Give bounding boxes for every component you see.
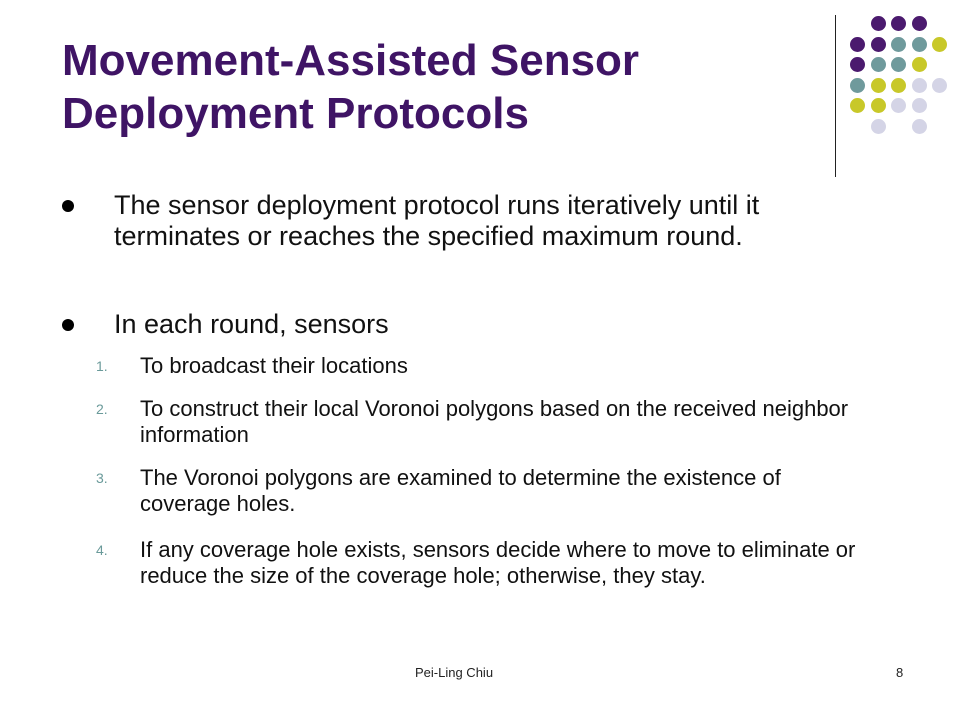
decorative-dot [850,57,865,72]
numbered-step [96,353,870,379]
slide-title-line-2: Deployment Protocols [62,89,529,138]
step-text: To construct their local Voronoi polygons based on the received neighbor information [140,396,849,447]
decorative-divider [835,15,836,177]
bullet-item [114,309,844,340]
footer-author: Pei-Ling Chiu [415,665,494,680]
slide-title-line-1: Movement-Assisted Sensor [62,36,640,85]
decorative-dot [891,16,906,31]
slide-title [62,34,822,140]
decorative-dot-grid [840,8,950,158]
decorative-dot [932,78,947,93]
bullet-dot-icon [62,319,74,331]
numbered-step [96,537,870,589]
step-number: 4. [96,542,108,558]
decorative-dot [871,78,886,93]
step-text: If any coverage hole exists, sensors decide where to move to eliminate or reduce the size of the coverage hole; otherwise, they stay. [140,537,856,588]
bullet-dot-icon [62,200,74,212]
decorative-dot [912,37,927,52]
step-text: The Voronoi polygons are examined to determine the existence of coverage holes. [140,465,781,516]
decorative-dot [891,37,906,52]
bullet-item [114,190,844,252]
decorative-dot [850,78,865,93]
decorative-dot [891,98,906,113]
decorative-dot [912,119,927,134]
decorative-dot [912,78,927,93]
decorative-dot [871,98,886,113]
decorative-dot [932,37,947,52]
decorative-dot [871,57,886,72]
decorative-dot [912,98,927,113]
footer-page-number: 8 [896,665,904,680]
decorative-dot [912,16,927,31]
decorative-dot [912,57,927,72]
decorative-dot [871,119,886,134]
numbered-step [96,396,870,448]
step-number: 1. [96,358,108,374]
decorative-dot [891,78,906,93]
step-text: To broadcast their locations [140,353,408,378]
decorative-dot [891,57,906,72]
decorative-dot [871,16,886,31]
step-number: 3. [96,470,108,486]
bullet-text: In each round, sensors [114,309,389,339]
bullet-text: The sensor deployment protocol runs iteratively until it terminates or reaches the specified maximum round. [114,190,760,251]
decorative-dot [850,98,865,113]
decorative-dot [871,37,886,52]
decorative-dot [850,37,865,52]
step-number: 2. [96,401,108,417]
numbered-step [96,465,870,517]
